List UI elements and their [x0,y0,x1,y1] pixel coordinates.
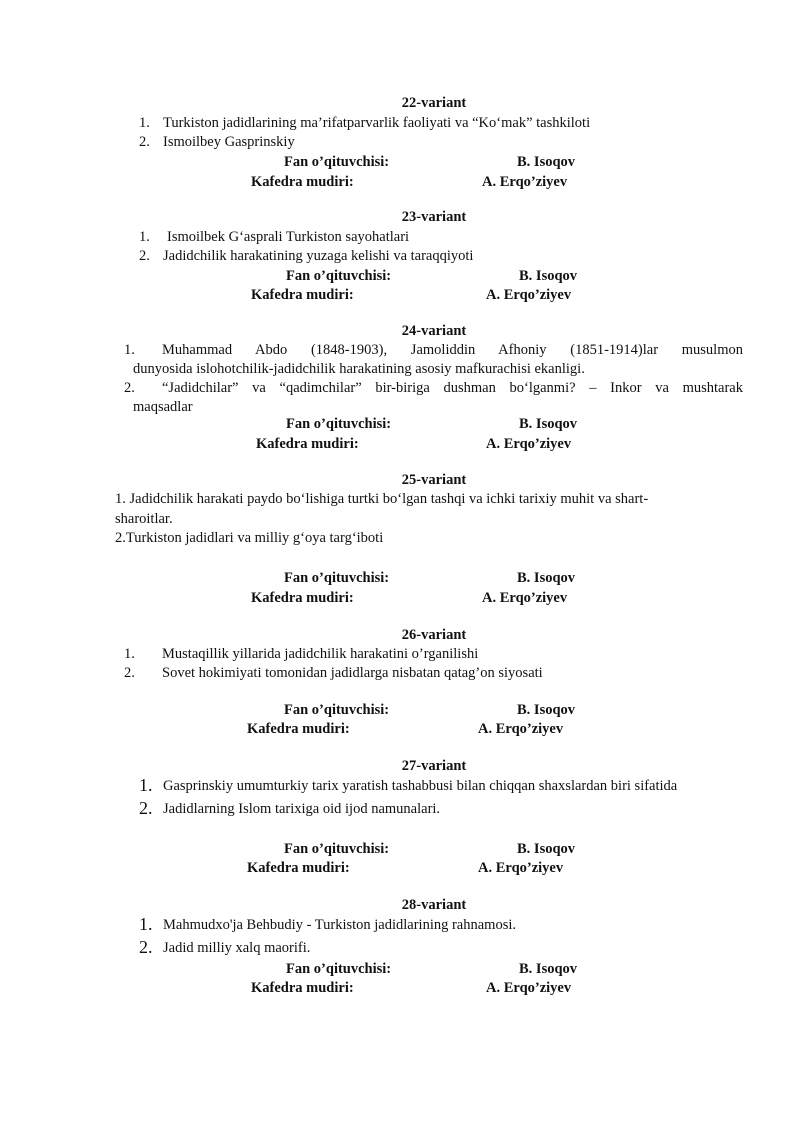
teacher-label: Fan o’qituvchisi: [284,702,390,718]
head-name: A. Erqo’ziyev [482,590,568,606]
item-text: Jadidchilik harakatining yuzaga kelishi va taraqqiyoti [163,248,474,264]
item-text: Ismoilbek G‘asprali Turkiston sayohatlari [167,229,410,245]
head-name: A. Erqo’ziyev [486,436,572,452]
item-text: Mahmudxo'ja Behbudiy - Turkiston jadidlarining rahnamosi. [163,917,517,933]
item-text-line: “Jadidchilar” va “qadimchilar” bir-biriga dushman bo‘lganmi? – Inkor va mushtarak [162,380,743,396]
item-number: 2. [124,665,135,681]
item-text: Turkiston jadidlarining ma’rifatparvarlik faoliyati va “Ko‘mak” tashkiloti [163,115,591,131]
teacher-name: B. Isoqov [517,570,576,586]
item-text-line: sharoitlar. [115,511,173,527]
item-text-line: dunyosida islohotchilik-jadidchilik harakatining asosiy mafkurachisi ekanligi. [133,361,585,377]
item-number: 1. [139,115,150,131]
teacher-name: B. Isoqov [519,416,578,432]
item-text: Sovet hokimiyati tomonidan jadidlarga nisbatan qatag’on siyosati [162,665,543,681]
teacher-label: Fan o’qituvchisi: [286,961,392,977]
teacher-name: B. Isoqov [519,961,578,977]
item-text-line: 2.Turkiston jadidlari va milliy g‘oya targ‘iboti [115,530,384,546]
item-text-line: 1. Jadidchilik harakati paydo bo‘lishiga turtki bo‘lgan tashqi va ichki tarixiy muhit va shart- [115,491,649,507]
item-text: Gasprinskiy umumturkiy tarix yaratish tashabbusi bilan chiqqan shaxslardan biri sifatida [163,778,678,794]
teacher-name: B. Isoqov [519,268,578,284]
variant-title: 22-variant [401,95,467,111]
item-number: 1. [139,914,153,934]
head-label: Kafedra mudiri: [251,980,354,996]
head-label: Kafedra mudiri: [256,436,359,452]
item-number: 2. [139,937,153,957]
item-number: 1. [139,229,150,245]
teacher-name: B. Isoqov [517,154,576,170]
variant-title: 23-variant [401,209,467,225]
variant-title: 28-variant [401,897,467,913]
item-text-line: Muhammad Abdo (1848-1903), Jamoliddin Afhoniy (1851-1914)lar musulmon [162,342,743,358]
item-text-line: maqsadlar [133,399,193,415]
item-number: 1. [124,342,135,358]
head-name: A. Erqo’ziyev [482,174,568,190]
item-text: Mustaqillik yillarida jadidchilik harakatini o’rganilishi [162,646,479,662]
item-text: Ismoilbey Gasprinskiy [163,134,295,150]
item-number: 2. [139,134,150,150]
head-name: A. Erqo’ziyev [478,860,564,876]
head-label: Kafedra mudiri: [251,287,354,303]
variant-title: 24-variant [401,323,467,339]
teacher-label: Fan o’qituvchisi: [286,268,392,284]
teacher-label: Fan o’qituvchisi: [284,154,390,170]
item-number: 1. [124,646,135,662]
teacher-name: B. Isoqov [517,702,576,718]
item-number: 2. [139,248,150,264]
item-number: 1. [139,775,153,795]
variant-title: 27-variant [401,758,467,774]
head-name: A. Erqo’ziyev [486,980,572,996]
head-label: Kafedra mudiri: [251,174,354,190]
teacher-label: Fan o’qituvchisi: [284,570,390,586]
head-label: Kafedra mudiri: [247,860,350,876]
head-name: A. Erqo’ziyev [486,287,572,303]
head-label: Kafedra mudiri: [247,721,350,737]
item-text: Jadidlarning Islom tarixiga oid ijod namunalari. [163,801,441,817]
item-number: 2. [139,798,153,818]
item-number: 2. [124,380,135,396]
item-text: Jadid milliy xalq maorifi. [163,940,311,956]
teacher-name: B. Isoqov [517,841,576,857]
variant-title: 26-variant [401,627,467,643]
teacher-label: Fan o’qituvchisi: [284,841,390,857]
teacher-label: Fan o’qituvchisi: [286,416,392,432]
variant-title: 25-variant [401,472,467,488]
head-label: Kafedra mudiri: [251,590,354,606]
head-name: A. Erqo’ziyev [478,721,564,737]
